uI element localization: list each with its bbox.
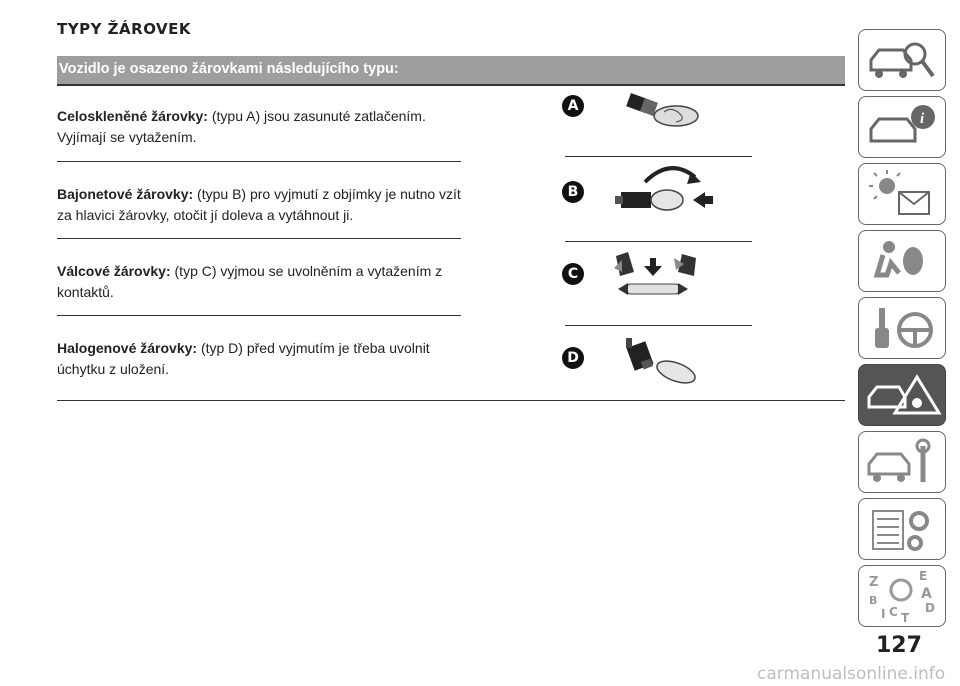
section-d-body: (typ D) před vyjmutím je třeba uvolnit úchytku z uložení. — [57, 340, 430, 377]
sidebar-tab-index[interactable] — [858, 565, 946, 627]
bulb-d-icon — [624, 336, 704, 388]
svg-text:I: I — [881, 607, 886, 621]
band-text: Vozidlo je osazeno žárovkami následujícího typu: — [59, 61, 399, 77]
car-wrench-icon — [859, 432, 947, 494]
section-c-text — [57, 261, 477, 303]
section-c-heading: Válcové žárovky: — [57, 263, 171, 279]
svg-text:i: i — [920, 111, 925, 127]
page-title: TYPY ŽÁROVEK — [57, 20, 192, 38]
sidebar-tab-key-steering[interactable] — [858, 297, 946, 359]
section-a-body: (typu A) jsou zasunuté zatlačením. Vyjímají se vytažením. — [57, 108, 426, 145]
divider — [57, 238, 461, 239]
car-search-icon — [859, 30, 947, 92]
bottom-rule — [57, 400, 845, 401]
sidebar-tab-car-wrench[interactable] — [858, 431, 946, 493]
bulb-b-icon — [605, 160, 715, 220]
badge-c: C — [562, 263, 584, 285]
specs-gear-icon — [859, 499, 947, 561]
bulb-c-icon — [612, 250, 702, 300]
section-c-body: (typ C) vyjmou se uvolněním a vytažením z kontaktů. — [57, 263, 443, 300]
section-d-heading: Halogenové žárovky: — [57, 340, 198, 356]
svg-text:E: E — [919, 569, 928, 583]
badge-d: D — [562, 347, 584, 369]
car-warning-icon — [859, 365, 947, 427]
section-b-heading: Bajonetové žárovky: — [57, 186, 194, 202]
divider — [57, 161, 461, 162]
badge-b: B — [562, 181, 584, 203]
page-number: 127 — [876, 633, 922, 658]
sidebar-tab-car-search[interactable] — [858, 29, 946, 91]
svg-text:A: A — [921, 586, 932, 602]
section-b-body: (typu B) pro vyjmutí z objímky je nutno vzít za hlavici žárovky, otočit jí doleva a vytáhnout ji. — [57, 186, 461, 223]
sidebar-tab-car-warning[interactable] — [858, 364, 946, 426]
light-message-icon — [859, 164, 947, 226]
band-underline — [57, 84, 845, 86]
svg-text:D: D — [925, 601, 935, 615]
figure-divider — [565, 325, 752, 326]
svg-text:T: T — [901, 611, 910, 625]
svg-text:Z: Z — [869, 575, 879, 590]
car-info-icon — [859, 97, 947, 159]
divider — [57, 315, 461, 316]
svg-text:B: B — [869, 594, 878, 607]
key-steering-wheel-icon — [859, 298, 947, 360]
sidebar-tab-specs[interactable] — [858, 498, 946, 560]
badge-a: A — [562, 95, 584, 117]
airbag-person-icon — [859, 231, 947, 293]
sidebar-tab-car-info[interactable] — [858, 96, 946, 158]
section-a-text — [57, 106, 477, 148]
section-a-heading: Celoskleněné žárovky: — [57, 108, 208, 124]
watermark: carmanualsonline.info — [757, 664, 946, 684]
svg-text:C: C — [889, 605, 898, 619]
section-d-text — [57, 338, 477, 380]
sidebar-tab-airbag[interactable] — [858, 230, 946, 292]
alphabet-index-icon — [859, 566, 947, 628]
figure-divider — [565, 156, 752, 157]
bulb-a-icon — [620, 86, 700, 134]
sidebar-tab-light-message[interactable] — [858, 163, 946, 225]
section-band — [57, 56, 845, 84]
figure-divider — [565, 241, 752, 242]
section-b-text — [57, 184, 477, 226]
